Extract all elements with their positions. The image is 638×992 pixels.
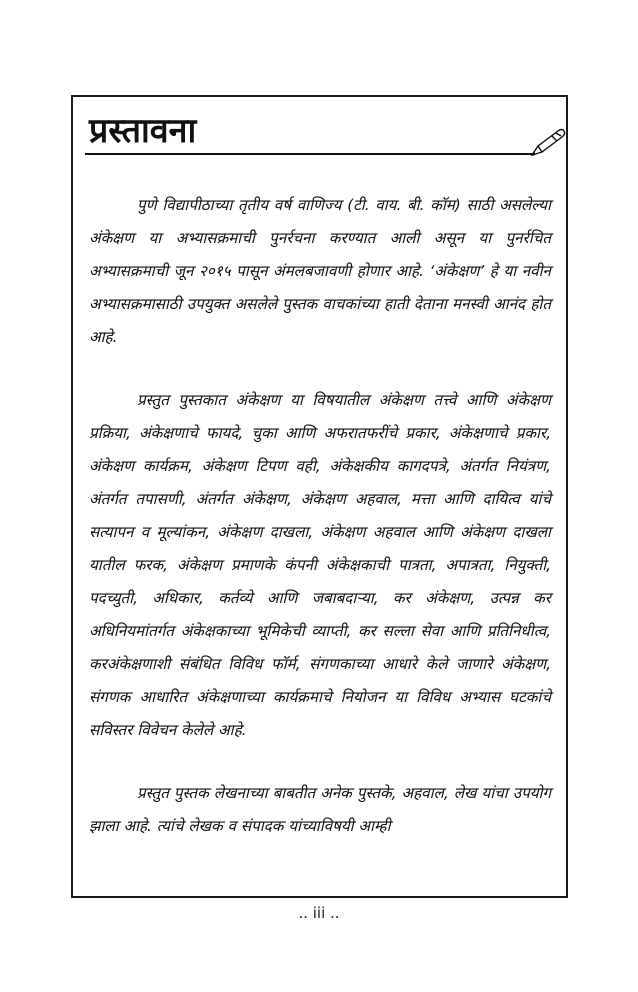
paragraph-2 [89, 384, 551, 747]
paragraph-2-text: प्रस्तुत पुस्तकात अंकेक्षण या विषयातील अंकेक्षण तत्त्वे आणि अंकेक्षण प्रक्रिया, अंकेक्षणाचे फायदे, चुका आणि अफरातफरींचे प्रकार, अंकेक्षणाचे प्रकार, अंकेक्षण कार्यक्रम, अंकेक्षण टिपण वही, अंकेक्षकीय कागदपत्रे, अंतर्गत नियंत्रण, अंतर्गत तपासणी, अंतर्गत अंकेक्षण, अंकेक्षण अहवाल, मत्ता आणि दायित्व यांचे सत्यापन व मूल्यांकन, अंकेक्षण दाखला, अंकेक्षण अहवाल आणि अंकेक्षण दाखला यातील फरक, अंकेक्षण प्रमाणके कंपनी अंकेक्षकाची पात्रता, अपात्रता, नियुक्ती, पदच्युती, अधिकार, कर्तव्ये आणि जबाबदाऱ्या, कर अंकेक्षण, उत्पन्न कर अधिनियमांतर्गत अंकेक्षकाच्या भूमिकेची व्याप्ती, कर सल्ला सेवा आणि प्रतिनिधीत्व, करअंकेक्षणाशी संबंधित विविध फॉर्म, संगणकाच्या आधारे केले जाणारे अंकेक्षण, संगणक आधारित अंकेक्षणाच्या कार्यक्रमाचे नियोजन या विविध अभ्यास घटकांचे सविस्तर विवेचन केलेले आहे. [89, 391, 551, 739]
pen-icon [528, 125, 568, 161]
paragraph-3 [89, 777, 551, 843]
paragraph-3-text: प्रस्तुत पुस्तक लेखनाच्या बाबतीत अनेक पुस्तके, अहवाल, लेख यांचा उपयोग झाला आहे. त्यांचे लेखक व संपादक यांच्याविषयी आम्ही [89, 784, 551, 835]
page-frame [71, 95, 568, 898]
paragraph-1-text: पुणे विद्यापीठाच्या तृतीय वर्ष वाणिज्य (टी. वाय. बी. कॉम) साठी असलेल्या अंकेक्षण या अभ्यासक्रमाची पुनर्रचना करण्यात आली असून या पुनर्रचित अभ्यासक्रमाची जून २०१५ पासून अंमलबजावणी होणार आहे. ‘अंकेक्षण’ हे या नवीन अभ्यासक्रमासाठी उपयुक्त असलेले पुस्तक वाचकांच्या हाती देताना मनस्वी आनंद होत आहे. [89, 196, 551, 346]
page-title: प्रस्तावना [89, 111, 197, 151]
title-underline [85, 153, 535, 155]
paragraph-1 [89, 189, 551, 354]
page-number: .. iii .. [298, 904, 340, 922]
preface-body [89, 189, 551, 843]
